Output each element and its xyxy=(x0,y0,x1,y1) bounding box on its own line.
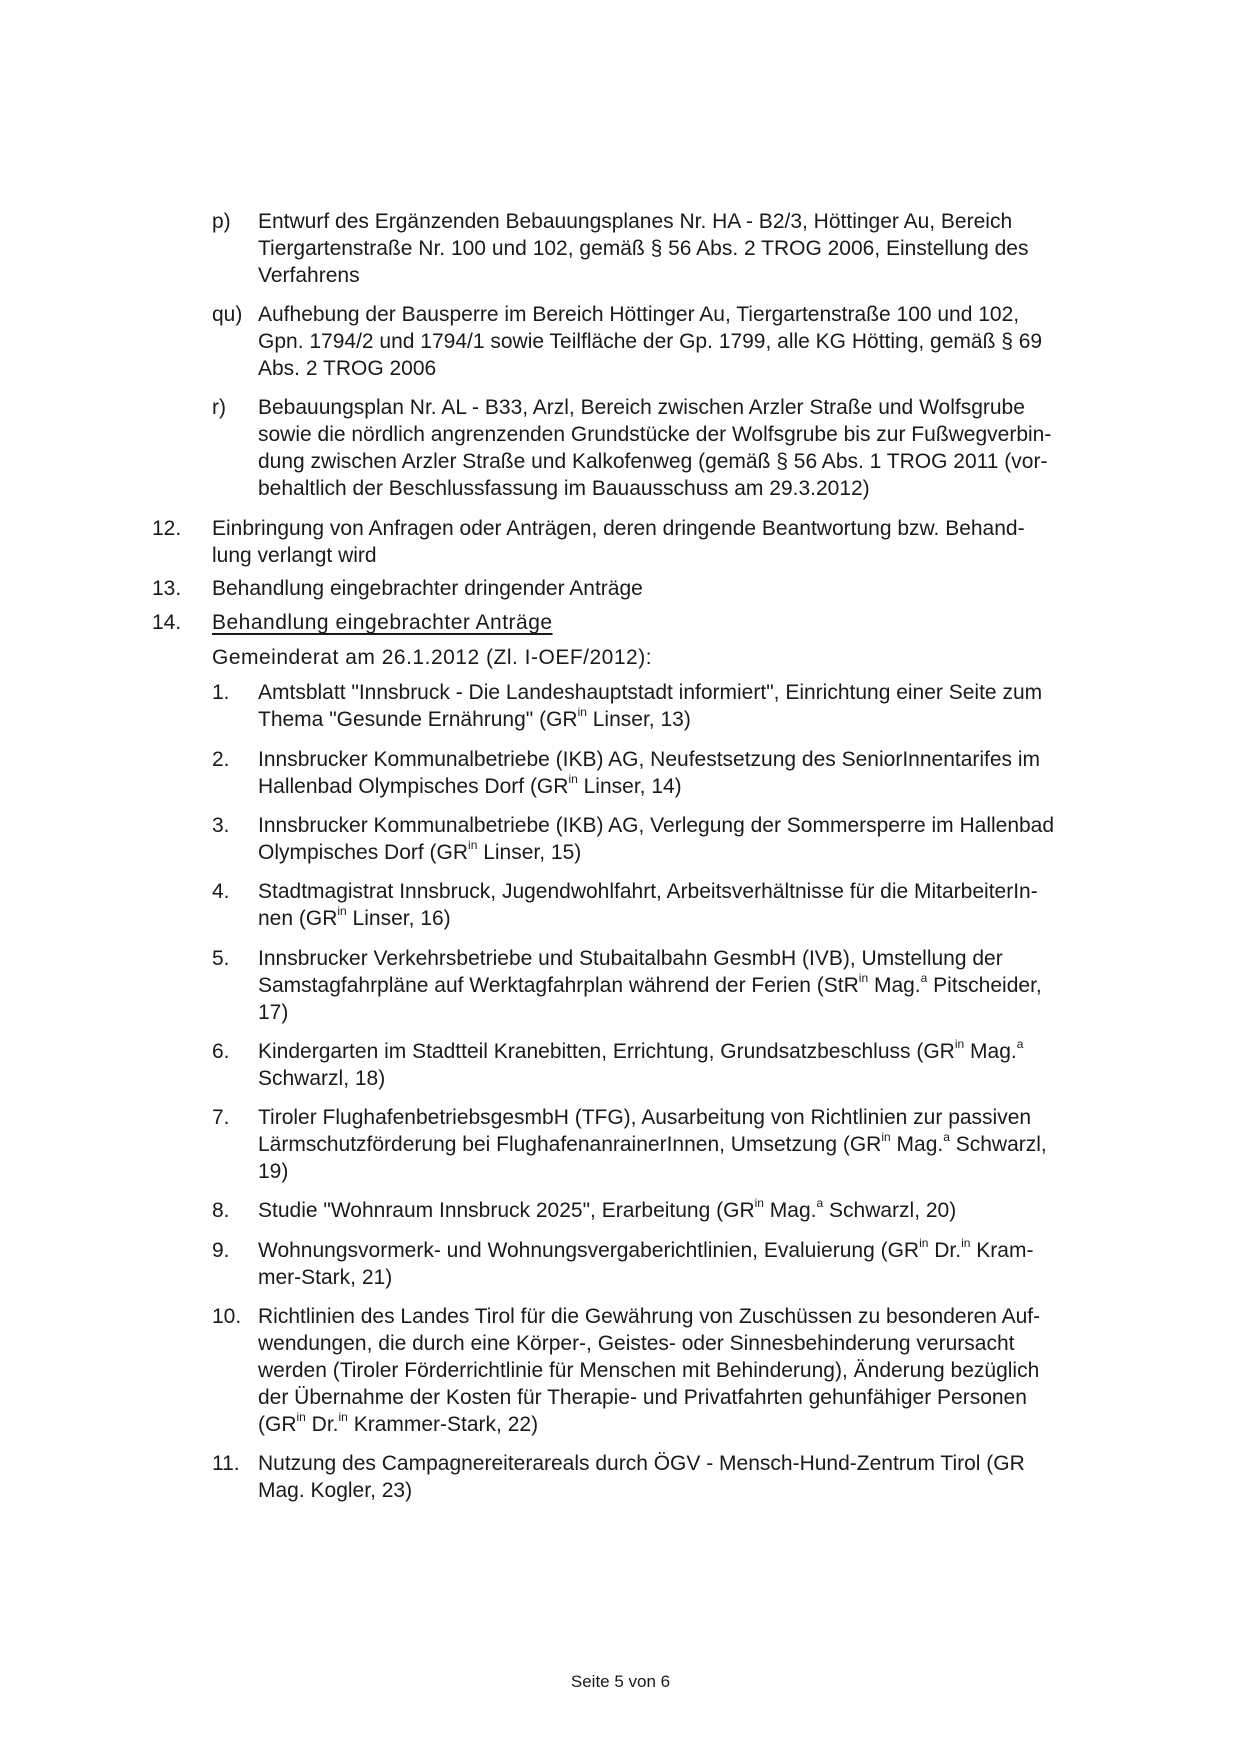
motion-line: Samstagfahrpläne auf Werktagfahrplan während der Ferien (StR xyxy=(258,974,859,997)
superscript: in xyxy=(296,1410,306,1424)
motion-line: (GR xyxy=(258,1413,297,1436)
superscript: in xyxy=(568,772,578,786)
list-label: qu) xyxy=(212,303,243,326)
motion-line: 17) xyxy=(258,1001,289,1024)
list-text: Bebauungsplan Nr. AL - B33, Arzl, Bereich zwischen Arzler Straße und Wolfsgrube sowie die nördlich angrenzenden Grundstücke der Wolfsgrube bis zur Fußwegverbin- dung zwischen Arzler Straße und Kalkofenweg (gemäß § 56 Abs. 1 TROG 2011 (vor- behaltlich der Beschlussfassung im Bauausschuss am 29.3.2012) xyxy=(258,396,1052,500)
motion-text xyxy=(258,1237,1158,1291)
motion-number: 2. xyxy=(212,748,230,771)
motion-item-5 xyxy=(212,945,1172,1026)
motion-line: Innsbrucker Kommunalbetriebe (IKB) AG, Verlegung der Sommersperre im Hallenbad xyxy=(258,814,1055,837)
motion-line: Mag. xyxy=(763,1199,817,1222)
superscript: a xyxy=(920,971,928,985)
motion-line: Olympisches Dorf (GR xyxy=(258,841,469,864)
list-item-p xyxy=(212,208,1172,290)
superscript: in xyxy=(754,1196,764,1210)
list-item-r xyxy=(212,394,1172,502)
motion-line: Kram- xyxy=(970,1239,1034,1262)
agenda-item-13 xyxy=(152,575,1172,602)
superscript: in xyxy=(337,904,347,918)
motion-text xyxy=(258,746,1158,800)
motion-text xyxy=(258,812,1158,866)
motion-text xyxy=(258,1303,1158,1438)
motion-line: Linser, 13) xyxy=(586,708,691,731)
motion-line: mer-Stark, 21) xyxy=(258,1266,393,1289)
superscript: in xyxy=(577,705,587,719)
motion-number: 9. xyxy=(212,1239,230,1262)
motion-line: Mag. xyxy=(964,1040,1017,1063)
motion-line: Studie "Wohnraum Innsbruck 2025", Erarbeitung (GR xyxy=(258,1199,755,1222)
agenda-item-12 xyxy=(152,515,1172,569)
motion-line: Innsbrucker Verkehrsbetriebe und Stubaitalbahn GesmbH (IVB), Umstellung der xyxy=(258,947,1003,970)
motion-number: 7. xyxy=(212,1106,230,1129)
motion-item-10 xyxy=(212,1303,1172,1438)
motion-line: Wohnungsvormerk- und Wohnungsvergaberichtlinien, Evaluierung (GR xyxy=(258,1239,920,1262)
motion-number: 1. xyxy=(212,681,230,704)
motion-line: nen (GR xyxy=(258,907,338,930)
motion-line: Dr. xyxy=(928,1239,962,1262)
motion-item-3 xyxy=(212,812,1172,866)
motion-line: Stadtmagistrat Innsbruck, Jugendwohlfahrt, Arbeitsverhältnisse für die MitarbeiterIn- xyxy=(258,880,1038,903)
motion-item-9 xyxy=(212,1237,1172,1291)
list-label: p) xyxy=(212,210,231,233)
motion-item-1 xyxy=(212,679,1172,733)
page-number-footer: Seite 5 von 6 xyxy=(570,1672,671,1691)
motion-item-7 xyxy=(212,1104,1172,1185)
motion-number: 8. xyxy=(212,1199,230,1222)
motion-line: Schwarzl, 18) xyxy=(258,1067,386,1090)
motion-line: Hallenbad Olympisches Dorf (GR xyxy=(258,775,569,798)
motion-text xyxy=(258,1197,1158,1224)
motion-number: 10. xyxy=(212,1305,242,1328)
agenda-number: 12. xyxy=(152,517,182,540)
motion-line: Mag. xyxy=(868,974,921,997)
motion-item-11 xyxy=(212,1450,1172,1504)
motion-item-6 xyxy=(212,1038,1172,1092)
motion-text xyxy=(258,945,1158,1026)
motion-text xyxy=(258,1104,1158,1185)
motion-line: Amtsblatt "Innsbruck - Die Landeshauptstadt informiert", Einrichtung einer Seite zum xyxy=(258,681,1043,704)
motion-line: Krammer-Stark, 22) xyxy=(347,1413,539,1436)
list-text: Aufhebung der Bausperre im Bereich Höttinger Au, Tiergartenstraße 100 und 102, Gpn. 1794/2 und 1794/1 sowie Teilfläche der Gp. 1799, alle KG Hötting, gemäß § 69 Abs. 2 TROG 2006 xyxy=(258,303,1043,380)
superscript: a xyxy=(1016,1037,1024,1051)
motion-number: 4. xyxy=(212,880,230,903)
superscript: in xyxy=(961,1236,971,1250)
superscript: in xyxy=(338,1410,348,1424)
motion-line: Linser, 14) xyxy=(577,775,682,798)
agenda-text: Behandlung eingebrachter dringender Anträge xyxy=(212,577,643,600)
motion-line: Pitscheider, xyxy=(927,974,1042,997)
list-text: Entwurf des Ergänzenden Bebauungsplanes Nr. HA - B2/3, Höttinger Au, Bereich Tiergartenstraße Nr. 100 und 102, gemäß § 56 Abs. 2 TROG 2006, Einstellung des Verfahrens xyxy=(258,210,1029,287)
superscript: in xyxy=(468,838,478,852)
motion-line: Innsbrucker Kommunalbetriebe (IKB) AG, Neufestsetzung des SeniorInnentarifes im xyxy=(258,748,1041,771)
superscript: in xyxy=(858,971,869,985)
motion-number: 5. xyxy=(212,947,230,970)
subheading-text: Gemeinderat am 26.1.2012 (Zl. I-OEF/2012): xyxy=(212,646,653,669)
agenda-text: Einbringung von Anfragen oder Anträgen, deren dringende Beantwortung bzw. Behand- lung verlangt wird xyxy=(212,517,1025,567)
superscript: in xyxy=(919,1236,929,1250)
motion-item-8 xyxy=(212,1197,1172,1224)
motion-line: Dr. xyxy=(305,1413,339,1436)
motion-line: Mag. xyxy=(890,1133,944,1156)
superscript: a xyxy=(943,1130,950,1144)
section-subheading xyxy=(212,644,1112,671)
superscript: in xyxy=(954,1037,965,1051)
motion-line: Linser, 15) xyxy=(477,841,582,864)
motion-item-4 xyxy=(212,878,1172,932)
motion-text: Nutzung des Campagnereiterareals durch ÖGV - Mensch-Hund-Zentrum Tirol (GR Mag. Kogler, 23) xyxy=(258,1452,1025,1502)
motion-line: Lärmschutzförderung bei FlughafenanrainerInnen, Umsetzung (GR xyxy=(258,1133,882,1156)
motion-text xyxy=(258,679,1158,733)
motion-text xyxy=(258,1038,1158,1092)
agenda-heading: Behandlung eingebrachter Anträge xyxy=(212,611,553,634)
superscript: in xyxy=(881,1130,891,1144)
motion-line: 19) xyxy=(258,1160,289,1183)
motion-line: Schwarzl, 20) xyxy=(823,1199,957,1222)
motion-number: 3. xyxy=(212,814,230,837)
motion-number: 6. xyxy=(212,1040,230,1063)
motion-item-2 xyxy=(212,746,1172,800)
agenda-number: 14. xyxy=(152,611,182,634)
list-label: r) xyxy=(212,396,226,419)
motion-line: Kindergarten im Stadtteil Kranebitten, Errichtung, Grundsatzbeschluss (GR xyxy=(258,1040,955,1063)
motion-line: Linser, 16) xyxy=(346,907,451,930)
list-item-qu xyxy=(212,301,1172,383)
motion-line: Richtlinien des Landes Tirol für die Gewährung von Zuschüssen zu besonderen Auf- wendungen, die durch eine Körper-, Geistes- oder Sinnesbehinderung verursacht werden (Tiroler Förderrichtlinie für Menschen mit Behinderung), Änderung bezüglich der Übernahme der Kosten für Therapie- und Privatfahrten gehunfähiger Personen xyxy=(258,1305,1041,1409)
agenda-item-14 xyxy=(152,609,1172,636)
motion-line: Schwarzl, xyxy=(949,1133,1047,1156)
motion-line: Tiroler FlughafenbetriebsgesmbH (TFG), Ausarbeitung von Richtlinien zur passiven xyxy=(258,1106,1032,1129)
motion-number: 11. xyxy=(212,1452,240,1475)
motion-line: Thema "Gesunde Ernährung" (GR xyxy=(258,708,578,731)
superscript: a xyxy=(816,1196,824,1210)
agenda-number: 13. xyxy=(152,577,182,600)
motion-text xyxy=(258,878,1158,932)
